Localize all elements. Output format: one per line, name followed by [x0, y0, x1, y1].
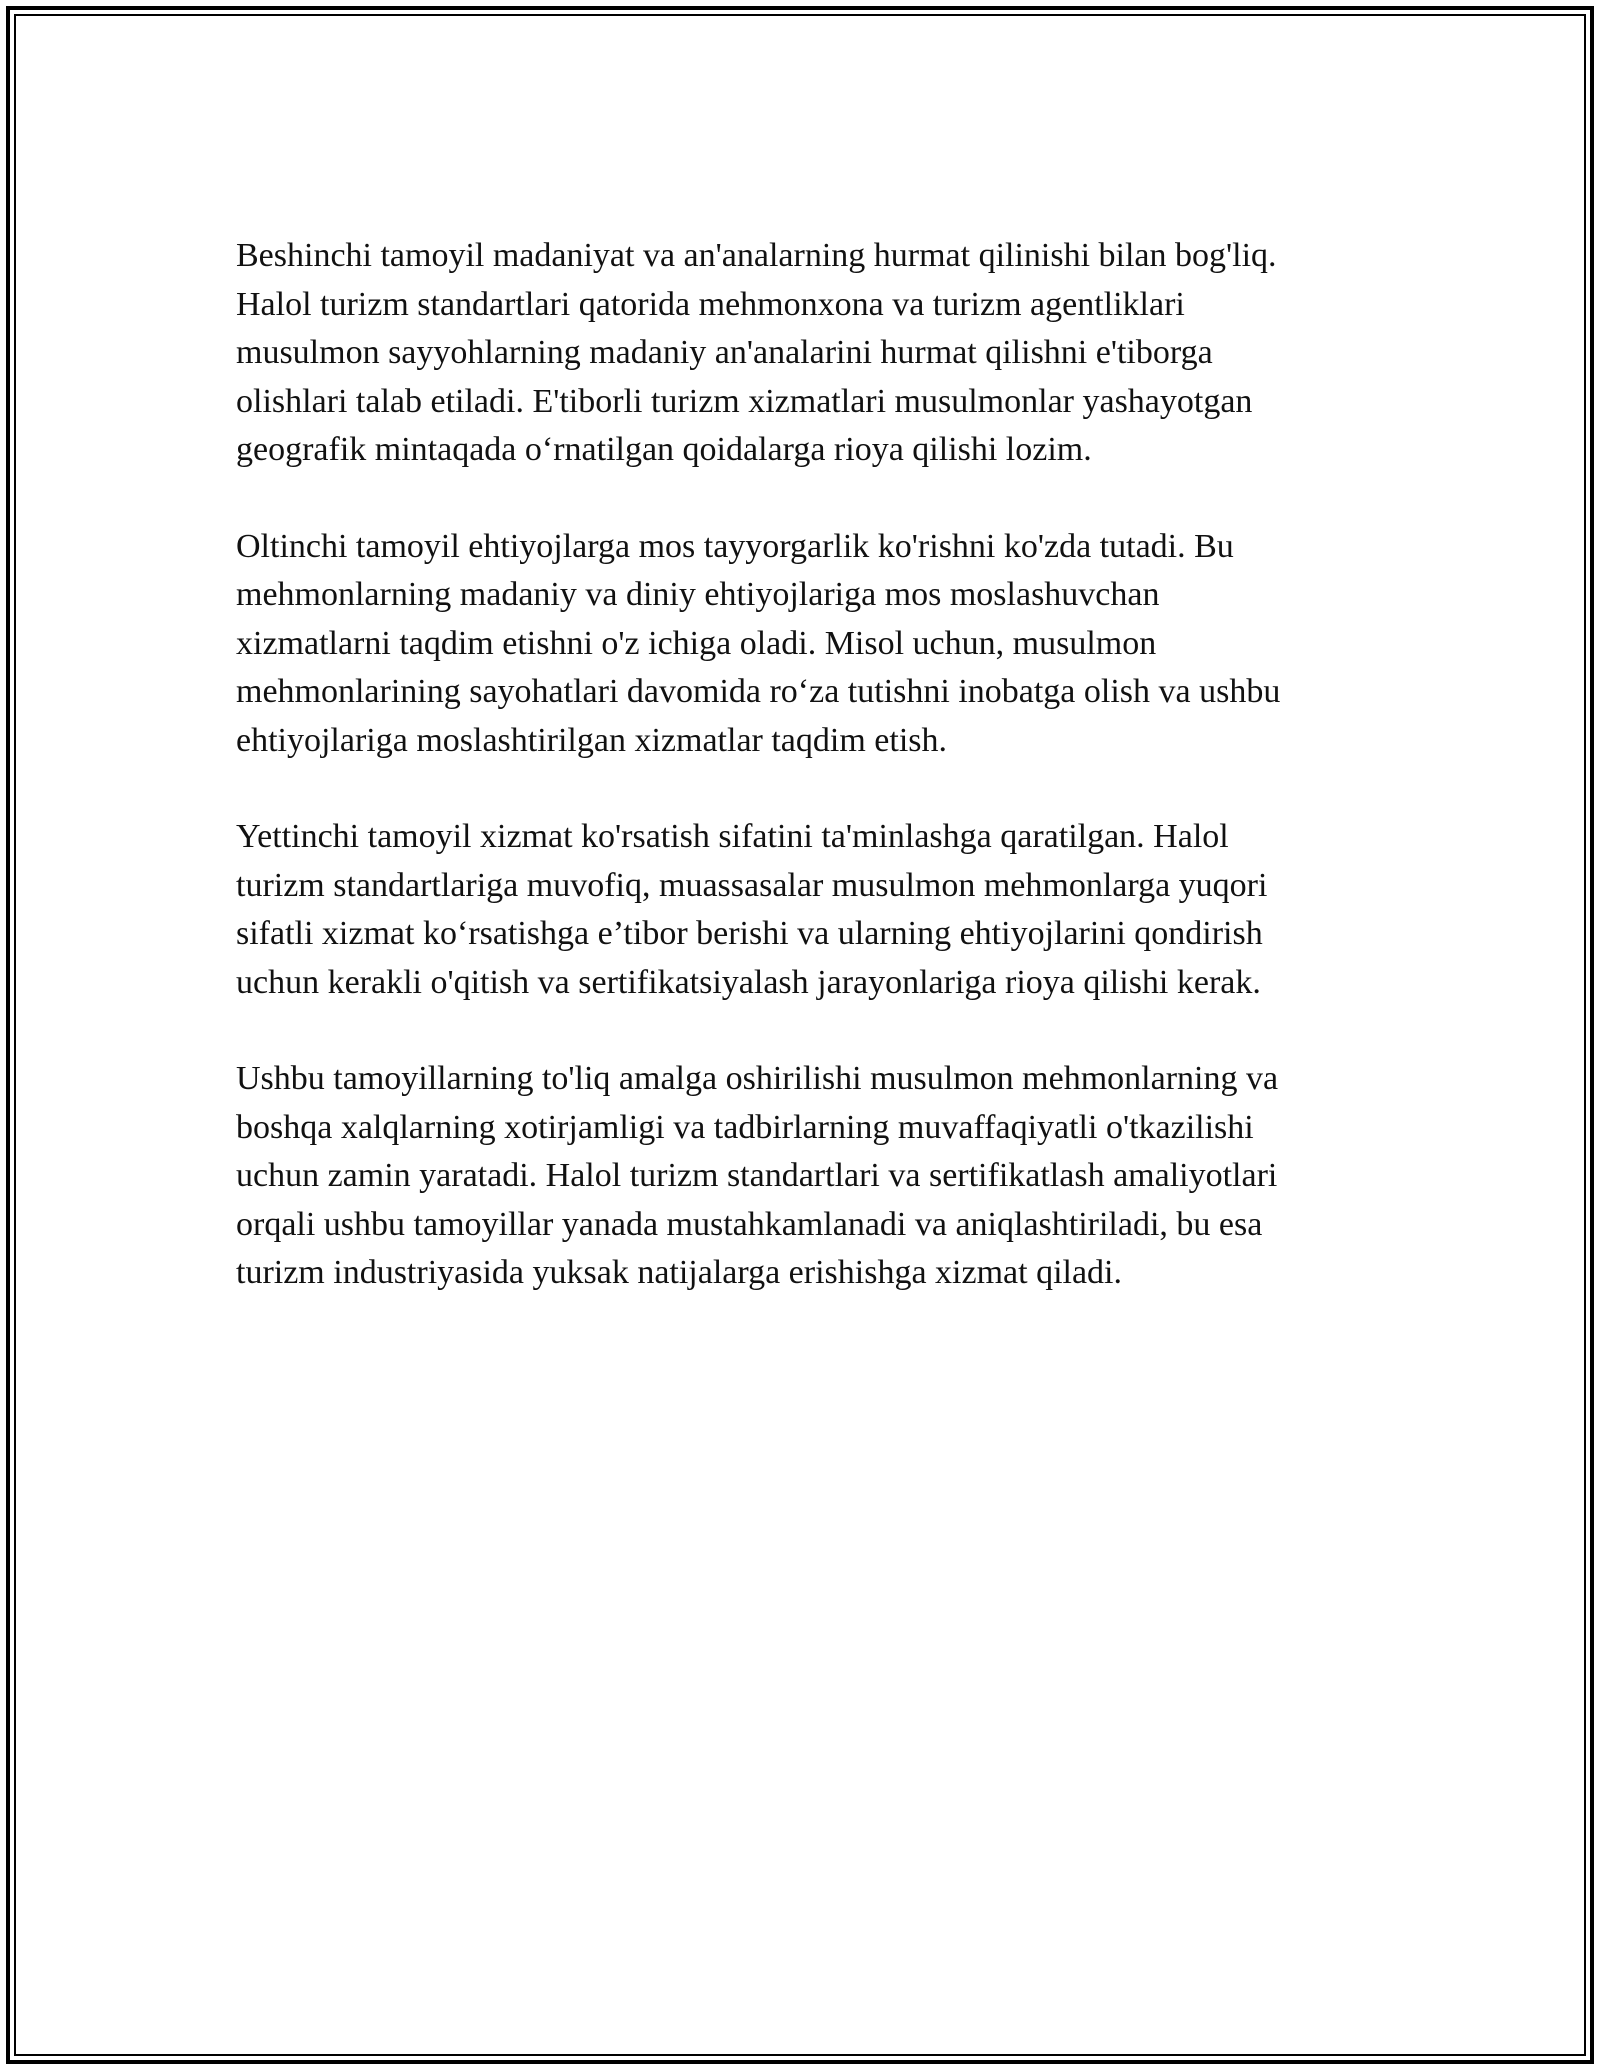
paragraph-conclusion: Ushbu tamoyillarning to'liq amalga oshirilishi musulmon mehmonlarning va boshqa xalqlarning xotirjamligi va tadbirlarning muvaffaqiyatli o'tkazilishi uchun zamin yaratadi. Halol turizm standartlari va sertifikatlash amaliyotlari orqali ushbu tamoyillar yanada mustahkamlanadi va aniqlashtiriladi, bu esa turizm industriyasida yuksak natijalarga erishishga xizmat qiladi.: [236, 1060, 1279, 1291]
paragraph-principle-6: Oltinchi tamoyil ehtiyojlarga mos tayyorgarlik ko'rishni ko'zda tutadi. Bu mehmonlarning madaniy va diniy ehtiyojlariga mos moslashuvchan xizmatlarni taqdim etishni o'z ichiga oladi. Misol uchun, musulmon mehmonlarining sayohatlari davomida ro‘za tutishni inobatga olish va ushbu ehtiyojlariga moslashtirilgan xizmatlar taqdim etish.: [236, 527, 1281, 759]
document-body: [236, 232, 1386, 1346]
paragraph-principle-5: Beshinchi tamoyil madaniyat va an'analarning hurmat qilinishi bilan bog'liq. Halol turizm standartlari qatorida mehmonxona va turizm agentliklari musulmon sayyohlarning madaniy an'analarini hurmat qilishni e'tiborga olishlari talab etiladi. E'tiborli turizm xizmatlari musulmonlar yashayotgan geografik mintaqada o‘rnatilgan qoidalarga rioya qilishi lozim.: [236, 237, 1277, 468]
paragraph-principle-7: Yettinchi tamoyil xizmat ko'rsatish sifatini ta'minlashga qaratilgan. Halol turizm standartlariga muvofiq, muassasalar musulmon mehmonlarga yuqori sifatli xizmat ko‘rsatishga e’tibor berishi va ularning ehtiyojlarini qondirish uchun kerakli o'qitish va sertifikatsiyalash jarayonlariga rioya qilishi kerak.: [236, 818, 1268, 1001]
